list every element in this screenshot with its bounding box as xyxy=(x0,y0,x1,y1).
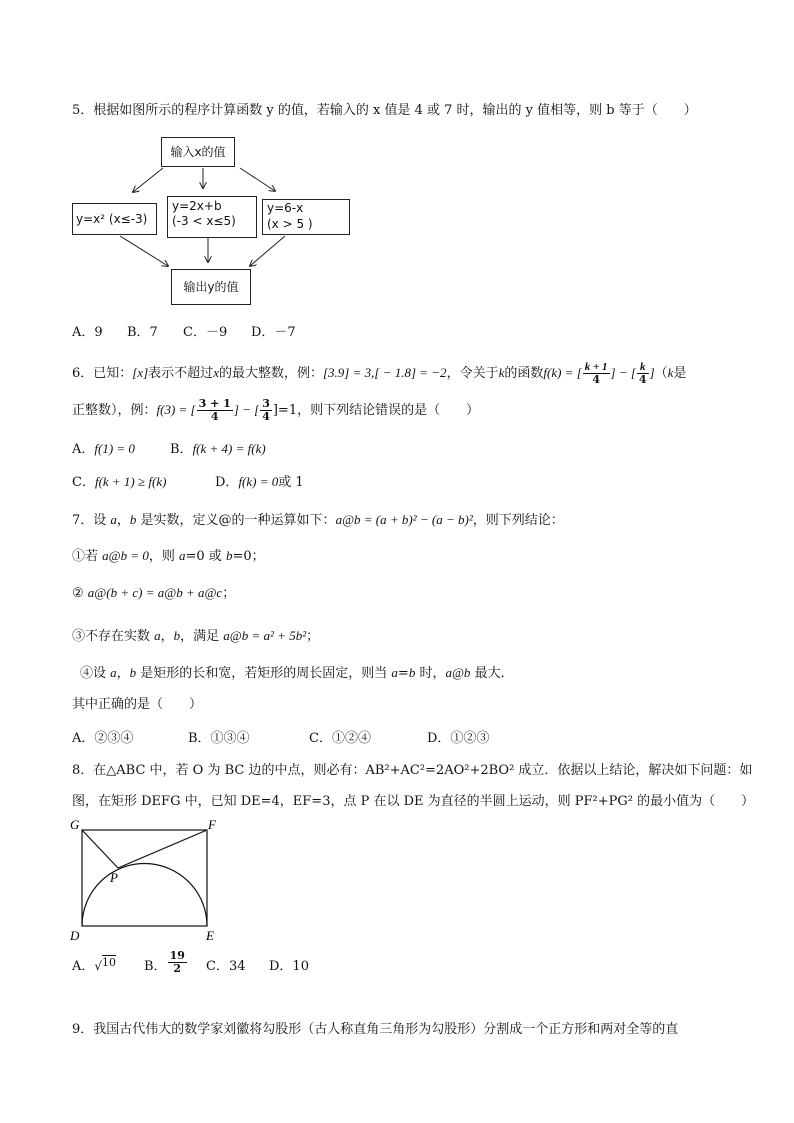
label-e: E xyxy=(206,928,214,942)
q8-stem-line1: 8．在△ABC 中，若 O 为 BC 边的中点，则必有：AB²+AC²=2AO²+2BO² 成立．依据以上结论，解决如下问题：如 xyxy=(72,763,753,778)
q6-stem-line1: 6．已知：[x]表示不超过x的最大整数，例：[3.9] = 3,[ − 1.8] = −2，令关于k的函数f(k) = [ $\frac{k + 1}{4}$ ] − [ $\frac{k}{4}$ ]（k是 xyxy=(72,361,687,386)
q7-statement-3: ③不存在实数 a，b，满足 a@b = a² + 5b²； xyxy=(72,628,320,644)
flow-output-box: 输出y的值 xyxy=(171,269,251,305)
q7-statement-4: ④设 a，b 是矩形的长和宽，若矩形的周长固定，则当 a=b 时，a@b 最大． xyxy=(80,665,514,681)
segment-pf xyxy=(118,830,207,868)
branch3-line1: y=6-x xyxy=(267,201,304,215)
q8-stem-line2: 图，在矩形 DEFG 中，已知 DE=4，EF=3，点 P 在以 DE 为直径的半圆上运动，则 PF²+PG² 的最小值为（ ） xyxy=(72,794,755,809)
q9-stem-line1: 9．我国古代伟大的数学家刘徽将勾股形（古人称直角三角形为勾股形）分割成一个正方形和两对全等的直 xyxy=(72,1022,679,1037)
q7-stem: 7．设 a，b 是实数，定义@的一种运算如下：a@b = (a + b)² − (a − b)²，则下列结论： xyxy=(72,512,564,528)
branch2-line2: (-3 < x≤5) xyxy=(172,214,236,228)
arrow-branch3-to-output xyxy=(250,236,285,266)
q6-option-a: A．f(1) = 0 xyxy=(72,441,135,457)
q7-ask: 其中正确的是（ ） xyxy=(72,697,203,712)
branch2-line1: y=2x+b xyxy=(172,199,222,213)
q5-option-d: D．－7 xyxy=(251,325,296,340)
q5-option-c: C．－9 xyxy=(183,325,228,340)
flow-branch1-box: y=x² (x≤-3) xyxy=(72,203,157,235)
q7-statement-1: ①若 a@b = 0，则 a=0 或 b=0； xyxy=(72,548,265,564)
q8-option-b: B． $\frac{19}{2}$ xyxy=(144,949,185,975)
fraction-3-over-4: $\frac{3}{4}$ xyxy=(262,397,270,423)
q6-options-row1 xyxy=(72,440,266,459)
q6-option-c: C．f(k + 1) ≥ f(k) xyxy=(72,474,167,490)
q7-option-c: C．①②④ xyxy=(309,731,371,746)
q8-option-a: A．√$^{10}$ xyxy=(72,956,117,974)
q7-option-b: B．①③④ xyxy=(188,731,250,746)
q6-option-b: B．f(k + 4) = f(k) xyxy=(170,441,266,457)
q8-option-d: D．10 xyxy=(269,959,309,974)
q7-options xyxy=(72,730,489,748)
branch3-line2: (x > 5 ) xyxy=(267,217,313,231)
label-g: G xyxy=(70,817,80,832)
q6-stem-line2: 正整数），例：f(3) = [ $\frac{3 + 1}{4}$ ] − [ $\frac{3}{4}$ ]=1，则下列结论错误的是（ ） xyxy=(72,397,480,423)
semicircle-de xyxy=(82,864,207,927)
fraction-k-over-4: $\frac{k}{4}$ xyxy=(638,361,647,386)
q7-option-d: D．①②③ xyxy=(427,731,490,746)
arrow-input-to-branch1 xyxy=(133,168,163,192)
q8-options xyxy=(72,949,309,982)
segment-pg xyxy=(82,830,118,868)
q6-option-d: D．f(k) = 0或 1 xyxy=(215,474,304,490)
q8-option-c: C．34 xyxy=(206,959,246,974)
q6-options-row2 xyxy=(72,473,304,492)
flow-input-box: 输入x的值 xyxy=(161,137,235,167)
flow-branch3-box xyxy=(262,199,350,235)
arrow-input-to-branch3 xyxy=(240,168,275,191)
flow-branch2-box xyxy=(167,196,257,238)
q5-option-b: B．7 xyxy=(127,325,158,340)
q5-stem: 5．根据如图所示的程序计算函数 y 的值，若输入的 x 值是 4 或 7 时，输出的 y 值相等，则 b 等于（ ） xyxy=(72,103,697,118)
q5-options xyxy=(72,324,296,342)
q7-option-a: A．②③④ xyxy=(72,731,134,746)
arrow-branch1-to-output xyxy=(120,236,168,266)
q8-figure-rectangle-semicircle xyxy=(66,816,236,942)
q7-statement-2: ② a@(b + c) = a@b + a@c； xyxy=(72,585,236,601)
label-p: P xyxy=(110,870,118,885)
q5-option-a: A．9 xyxy=(72,325,103,340)
fraction-3-plus-1-over-4: $\frac{3 + 1}{4}$ xyxy=(198,397,231,423)
fraction-k-plus-1-over-4: $\frac{k + 1}{4}$ xyxy=(584,361,608,386)
label-d: D xyxy=(70,928,80,942)
label-f: F xyxy=(208,817,216,832)
rectangle-defg xyxy=(82,830,207,926)
